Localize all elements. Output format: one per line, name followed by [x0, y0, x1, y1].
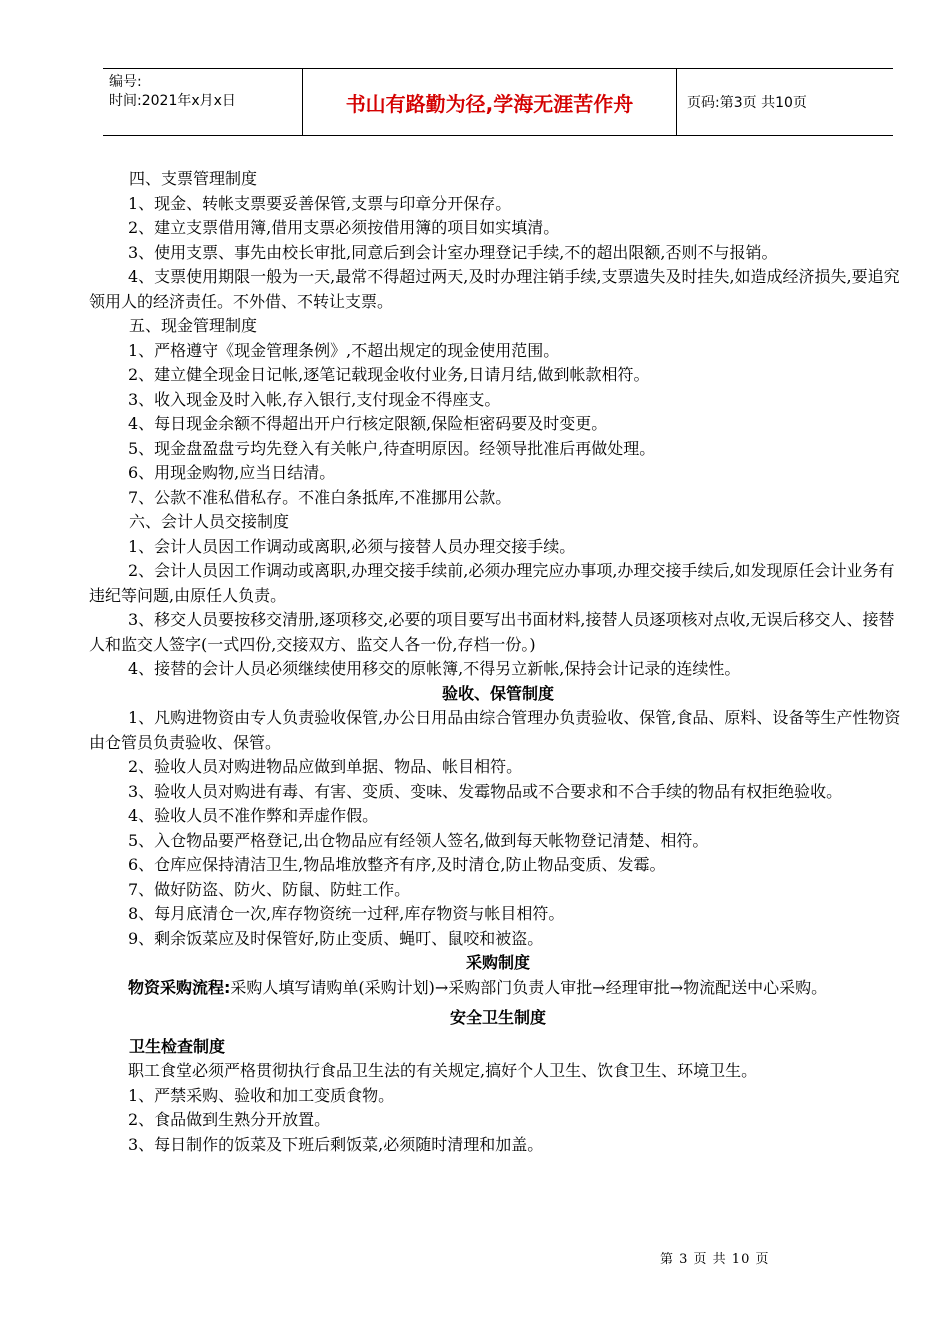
- paragraph: 2、会计人员因工作调动或离职,办理交接手续前,必须办理完应办事项,办理交接手续后,如发现原任会计业务有违纪等问题,由原任人负责。: [89, 561, 895, 605]
- paragraph: 1、严禁采购、验收和加工变质食物。: [128, 1085, 395, 1105]
- time-label: 时间:2021年x月x日: [109, 93, 236, 109]
- paragraph: 3、收入现金及时入帐,存入银行,支付现金不得座支。: [128, 389, 501, 409]
- paragraph: 2、食品做到生熟分开放置。: [128, 1110, 331, 1129]
- section-heading: 六、会计人员交接制度: [129, 512, 290, 531]
- paragraph: 3、每日制作的饭菜及下班后剩饭菜,必须随时清理和加盖。: [128, 1134, 544, 1154]
- paragraph: 1、会计人员因工作调动或离职,必须与接替人员办理交接手续。: [128, 536, 576, 556]
- paragraph: 1、现金、转帐支票要妥善保管,支票与印章分开保存。: [128, 193, 512, 213]
- header-page-info: 页码:第3页 共10页: [687, 95, 807, 111]
- document-body: [89, 167, 907, 1157]
- flow-label: 物资采购流程:: [128, 977, 231, 997]
- flow-text: 采购人填写请购单(采购计划)→采购部门负责人审批→经理审批→物流配送中心采购。: [230, 977, 828, 997]
- chapter-title: 安全卫生制度: [449, 1008, 546, 1027]
- paragraph: 1、凡购进物资由专人负责验收保管,办公日用品由综合管理办负责验收、保管,食品、原料、设备等生产性物资由仓管员负责验收、保管。: [89, 708, 901, 752]
- header-meta: [103, 69, 303, 135]
- paragraph: 职工食堂必须严格贯彻执行食品卫生法的有关规定,搞好个人卫生、饮食卫生、环境卫生。: [128, 1061, 758, 1080]
- page-header: [103, 68, 893, 136]
- paragraph: 7、公款不准私借私存。不准白条抵库,不准挪用公款。: [128, 487, 512, 507]
- page-footer: 第 3 页 共 10 页: [660, 1252, 770, 1267]
- paragraph: 9、剩余饭菜应及时保管好,防止变质、蝇叮、鼠咬和被盗。: [128, 928, 544, 948]
- paragraph: 3、移交人员要按移交清册,逐项移交,必要的项目要写出书面材料,接替人员逐项核对点收,无误后移交人、接替人和监交人签字(一式四份,交接双方、监交人各一份,存档一份。): [89, 610, 895, 654]
- paragraph: 3、验收人员对购进有毒、有害、变质、变味、发霉物品或不合要求和不合手续的物品有权拒绝验收。: [128, 781, 843, 801]
- paragraph: 1、严格遵守《现金管理条例》,不超出规定的现金使用范围。: [128, 340, 560, 360]
- paragraph: 6、用现金购物,应当日结清。: [128, 463, 336, 482]
- paragraph: 6、仓库应保持清洁卫生,物品堆放整齐有序,及时清仓,防止物品变质、发霉。: [128, 855, 666, 874]
- paragraph: 4、接替的会计人员必须继续使用移交的原帐簿,不得另立新帐,保持会计记录的连续性。: [128, 659, 741, 678]
- paragraph: 2、验收人员对购进物品应做到单据、物品、帐目相符。: [128, 757, 523, 776]
- chapter-title: 采购制度: [465, 953, 530, 972]
- paragraph: 5、现金盘盈盘亏均先登入有关帐户,待查明原因。经领导批准后再做处理。: [128, 438, 656, 458]
- paragraph: 4、每日现金余额不得超出开户行核定限额,保险柜密码要及时变更。: [128, 414, 608, 433]
- paragraph: 2、建立支票借用簿,借用支票必须按借用簿的项目如实填清。: [128, 218, 560, 237]
- paragraph: 2、建立健全现金日记帐,逐笔记载现金收付业务,日请月结,做到帐款相符。: [128, 365, 650, 384]
- paragraph: 7、做好防盗、防火、防鼠、防蛀工作。: [128, 879, 411, 899]
- paragraph: 5、入仓物品要严格登记,出仓物品应有经领人签名,做到每天帐物登记清楚、相符。: [128, 830, 709, 850]
- code-label: 编号:: [109, 74, 142, 90]
- paragraph: 4、支票使用期限一般为一天,最常不得超过两天,及时办理注销手续,支票遗失及时挂失,如造成经济损失,要追究领用人的经济责任。不外借、不转让支票。: [89, 267, 900, 311]
- section-heading: 四、支票管理制度: [129, 169, 258, 188]
- subsection-heading: 卫生检查制度: [129, 1036, 226, 1056]
- procurement-flow: [89, 976, 907, 1001]
- paragraph: 8、每月底清仓一次,库存物资统一过秤,库存物资与帐目相符。: [128, 904, 565, 923]
- section-heading: 五、现金管理制度: [129, 316, 258, 335]
- paragraph: 3、使用支票、事先由校长审批,同意后到会计室办理登记手续,不的超出限额,否则不与报销。: [128, 242, 778, 262]
- paragraph: 4、验收人员不准作弊和弄虚作假。: [128, 806, 379, 825]
- header-motto: 书山有路勤为径,学海无涯苦作舟: [303, 69, 677, 135]
- chapter-title: 验收、保管制度: [441, 683, 554, 703]
